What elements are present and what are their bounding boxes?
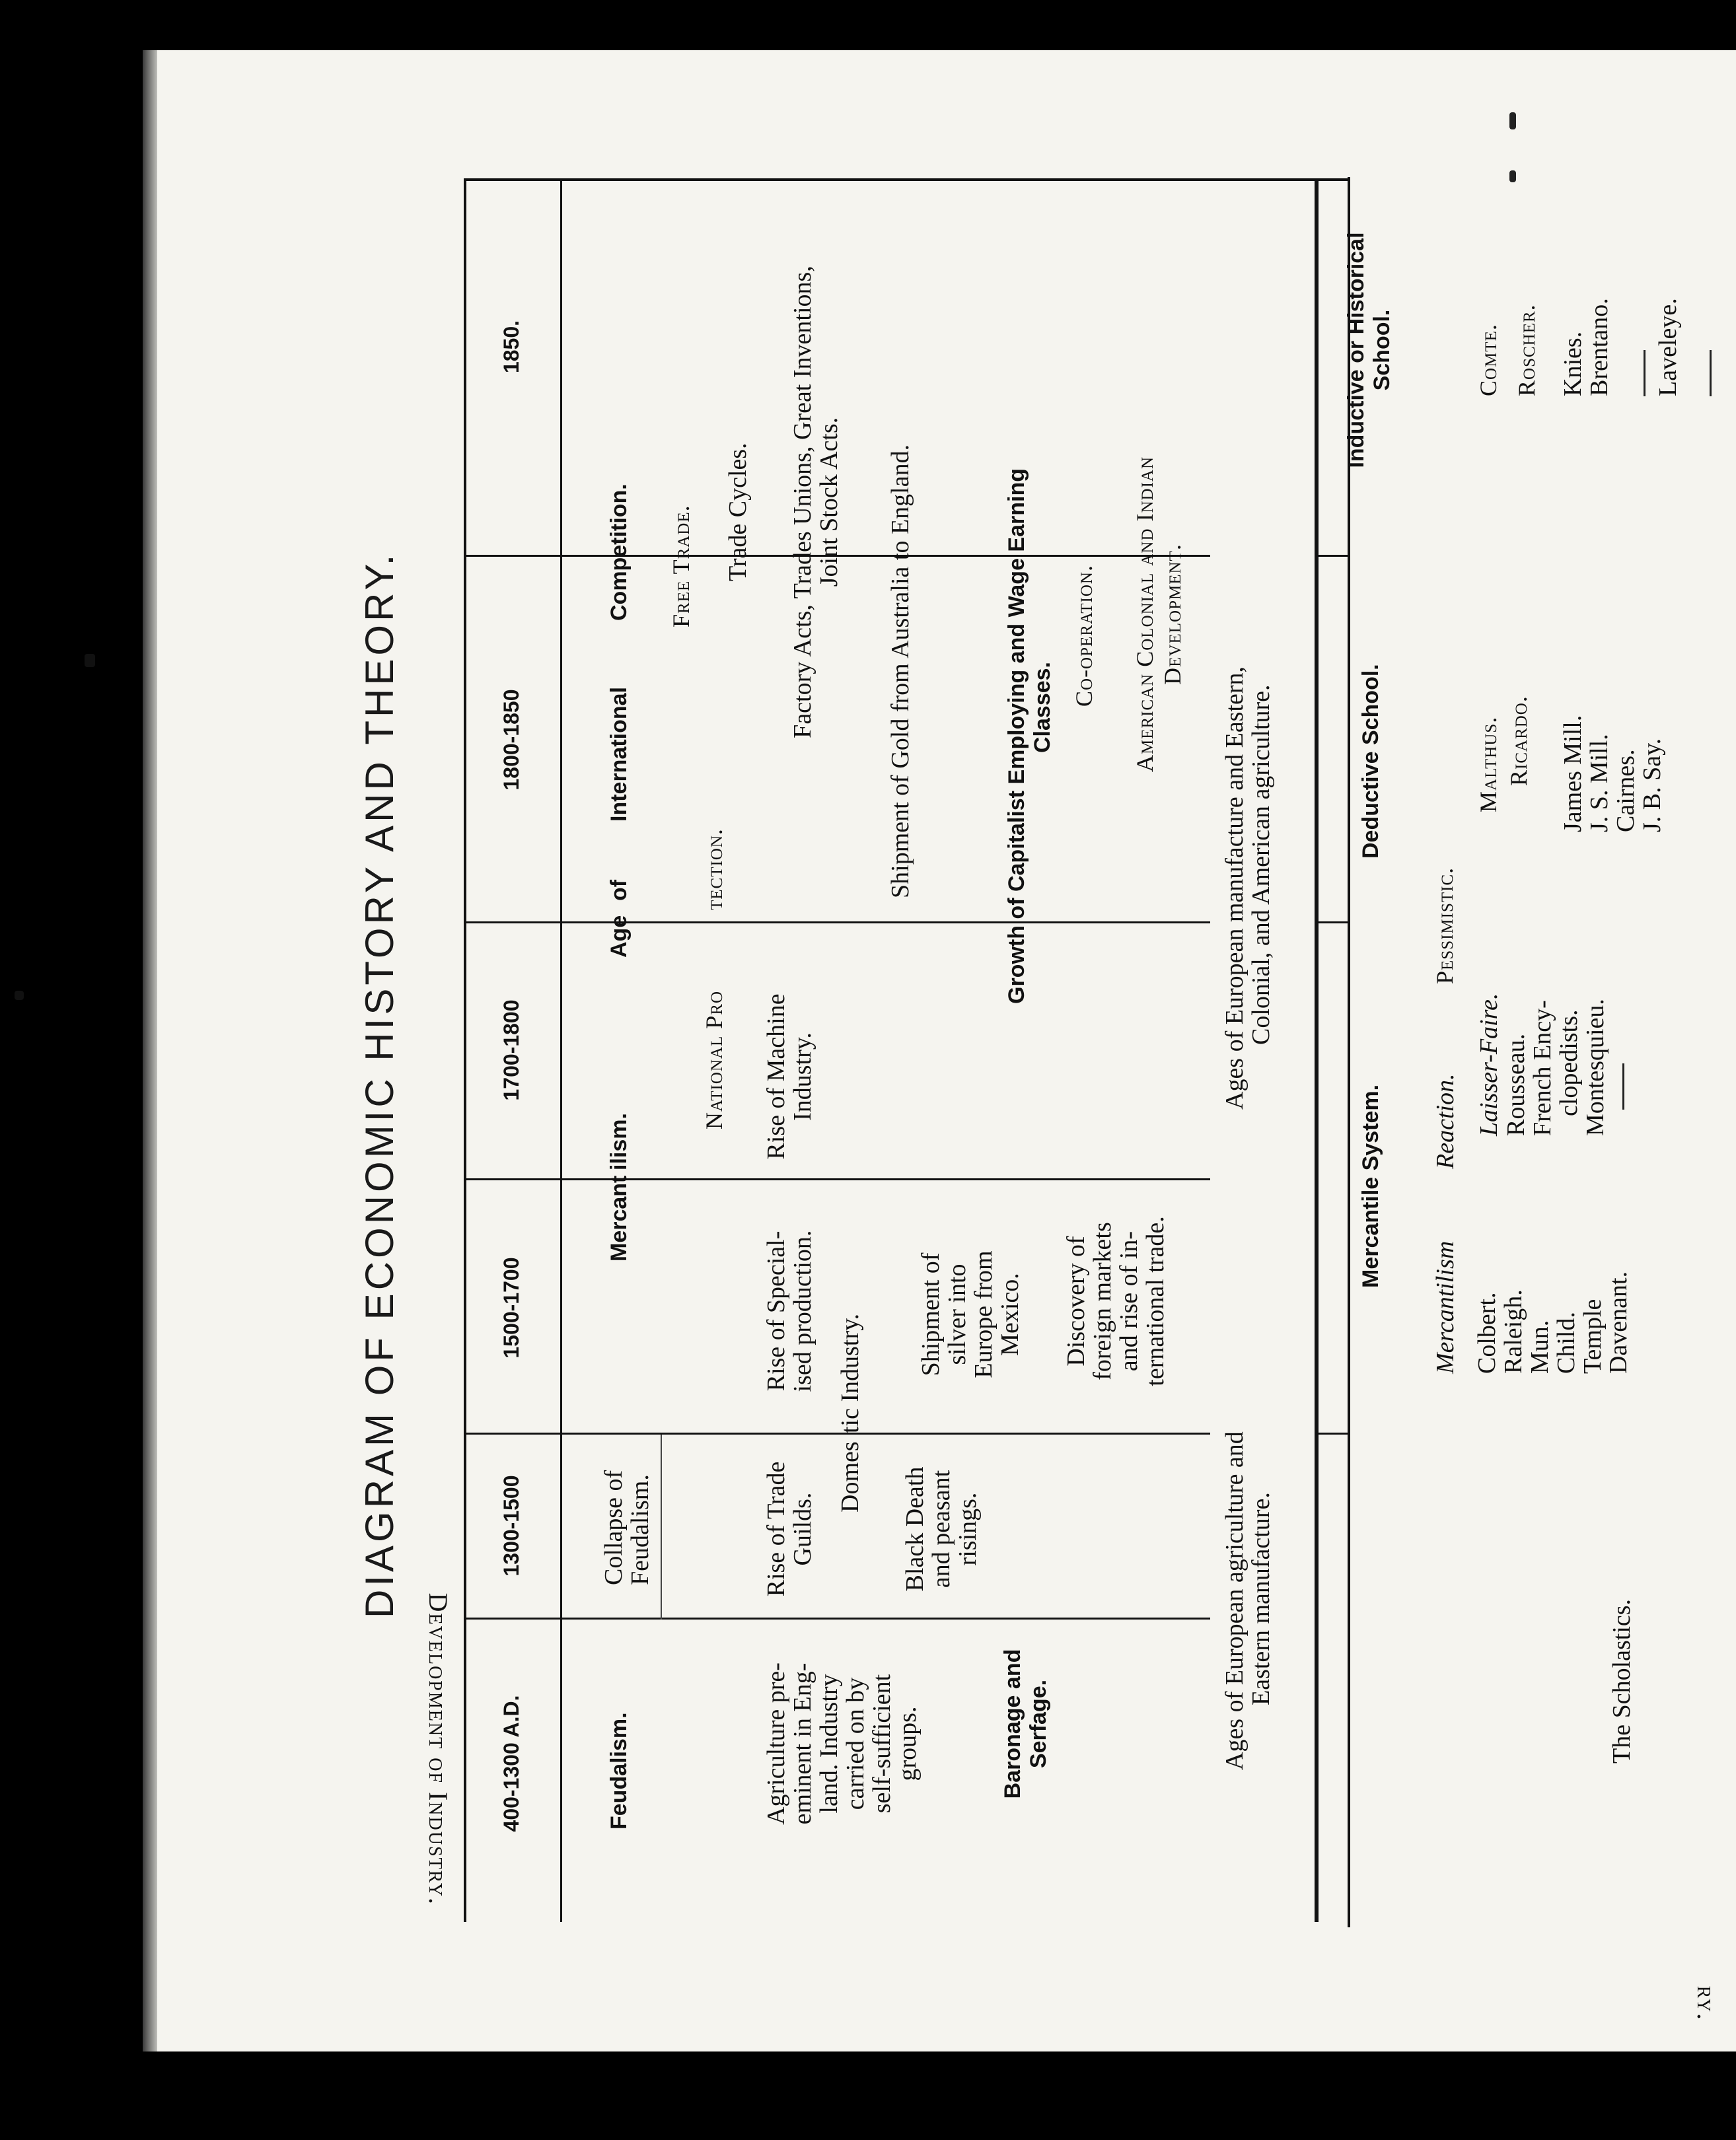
theory-column-divider bbox=[1319, 921, 1348, 923]
industry-theory-divider bbox=[1315, 178, 1319, 1922]
agriculture-text: Agriculture pre- eminent in Eng- land. Industry carried on by self-sufficient groups. bbox=[762, 1662, 922, 1825]
mercantilism-label-b: ilism. bbox=[606, 1113, 632, 1170]
period-header-1850: 1850. bbox=[499, 320, 523, 374]
deductive-names: James Mill. J. S. Mill. Cairnes. J. B. Say. bbox=[1559, 715, 1666, 832]
the-scholastics: The Scholastics. bbox=[1608, 1598, 1636, 1764]
separator-dash bbox=[1622, 1063, 1624, 1110]
period-header-1500-1700: 1500-1700 bbox=[499, 1257, 523, 1359]
development-of-industry-label: Development of Industry. bbox=[423, 1592, 453, 1906]
theory-side-label-fragment: ry. bbox=[1692, 1985, 1721, 2021]
table-border-bottom bbox=[464, 178, 466, 1922]
theory-column-divider bbox=[1319, 1433, 1348, 1435]
header-row-divider bbox=[560, 181, 562, 1922]
trade-cycles: Trade Cycles. bbox=[724, 443, 752, 581]
specialised-production-text: Rise of Special- ised production. bbox=[762, 1230, 816, 1392]
period-header-1700-1800: 1700-1800 bbox=[499, 999, 523, 1101]
of-word: of bbox=[606, 879, 632, 901]
gold-shipment-text: Shipment of Gold from Australia to England. bbox=[886, 444, 914, 898]
theory-column-divider bbox=[1319, 555, 1348, 557]
mercantile-system-label: Mercantile System. bbox=[1358, 1084, 1383, 1288]
baronage-serfage: Baronage and Serfage. bbox=[1000, 1649, 1052, 1799]
collapse-of-feudalism: Collapse of Feudalism. bbox=[600, 1470, 654, 1585]
feudalism-divider bbox=[661, 1435, 662, 1620]
column-divider bbox=[464, 1618, 1210, 1620]
domestic-industry-b: tic Industry. bbox=[836, 1313, 864, 1433]
silver-shipment-text: Shipment of silver into Europe from Mexico. bbox=[917, 1250, 1024, 1378]
competition-word: Competition. bbox=[606, 483, 632, 621]
domestic-industry-a: Domes bbox=[836, 1441, 864, 1513]
column-divider bbox=[464, 921, 1210, 923]
comte-name: Comte. bbox=[1475, 324, 1501, 396]
ages-agriculture-text: Ages of European agriculture and Eastern manufacture. bbox=[1221, 1431, 1275, 1770]
malthus-name: Malthus. bbox=[1475, 716, 1501, 812]
mercantilism-label-a: Mercant bbox=[606, 1175, 632, 1262]
separator-dash bbox=[1710, 350, 1712, 396]
co-operation: Co-operation. bbox=[1071, 565, 1097, 707]
reaction-italic: Reaction. bbox=[1431, 1073, 1459, 1169]
free-trade: Free Trade. bbox=[668, 505, 694, 627]
period-header-1300-1500: 1300-1500 bbox=[499, 1475, 523, 1577]
deductive-school-label: Deductive School. bbox=[1358, 664, 1383, 859]
machine-industry-text: Rise of Machine Industry. bbox=[762, 993, 816, 1160]
national-protection-a: National Pro bbox=[701, 990, 727, 1129]
foreign-markets-text: Discovery of foreign markets and rise of in- ternational trade. bbox=[1062, 1216, 1169, 1386]
pessimistic-label: Pessimistic. bbox=[1431, 867, 1458, 984]
table-border-right bbox=[464, 178, 1349, 181]
ages-manufacture-text: Ages of European manufacture and Eastern, Colonial, and American agriculture. bbox=[1221, 666, 1275, 1110]
reaction-names: Laisser-Faire. Rousseau. French Ency- clopedists. Montesquieu. bbox=[1474, 993, 1628, 1136]
roscher-name: Roscher. bbox=[1513, 304, 1540, 396]
column-divider bbox=[464, 1178, 1210, 1180]
page-title: DIAGRAM OF ECONOMIC HISTORY AND THEORY. bbox=[357, 551, 402, 1618]
period-header-1800-1850: 1800-1850 bbox=[499, 689, 523, 791]
mercantilist-names: Colbert. Raleigh. Mun. Child. Temple Davenant. bbox=[1473, 1271, 1633, 1374]
mercantilism-italic: Mercantilism bbox=[1431, 1240, 1459, 1374]
national-protection-b: tection. bbox=[701, 828, 727, 910]
feudalism-label: Feudalism. bbox=[606, 1712, 632, 1830]
factory-acts-text: Factory Acts, Trades Unions, Great Inventions, Joint Stock Acts. bbox=[789, 266, 843, 738]
growth-capitalist-classes: Growth of Capitalist Employing and Wage Earning Classes. bbox=[1004, 468, 1056, 1004]
black-death-text: Black Death and peasant risings. bbox=[901, 1466, 982, 1592]
age-word: Age bbox=[606, 915, 632, 958]
international-word: International bbox=[606, 686, 632, 822]
separator-dash bbox=[1644, 350, 1646, 396]
inductive-names: Knies. Brentano. Laveleye. bbox=[1560, 298, 1717, 396]
ricardo-name: Ricardo. bbox=[1505, 696, 1532, 786]
inductive-school-label: Inductive or Historical School. bbox=[1344, 232, 1395, 468]
period-header-400-1300: 400-1300 A.D. bbox=[499, 1695, 523, 1832]
american-colonial-development: American Colonial and Indian Development. bbox=[1132, 456, 1186, 773]
trade-guilds-text: Rise of Trade Guilds. bbox=[762, 1461, 816, 1597]
